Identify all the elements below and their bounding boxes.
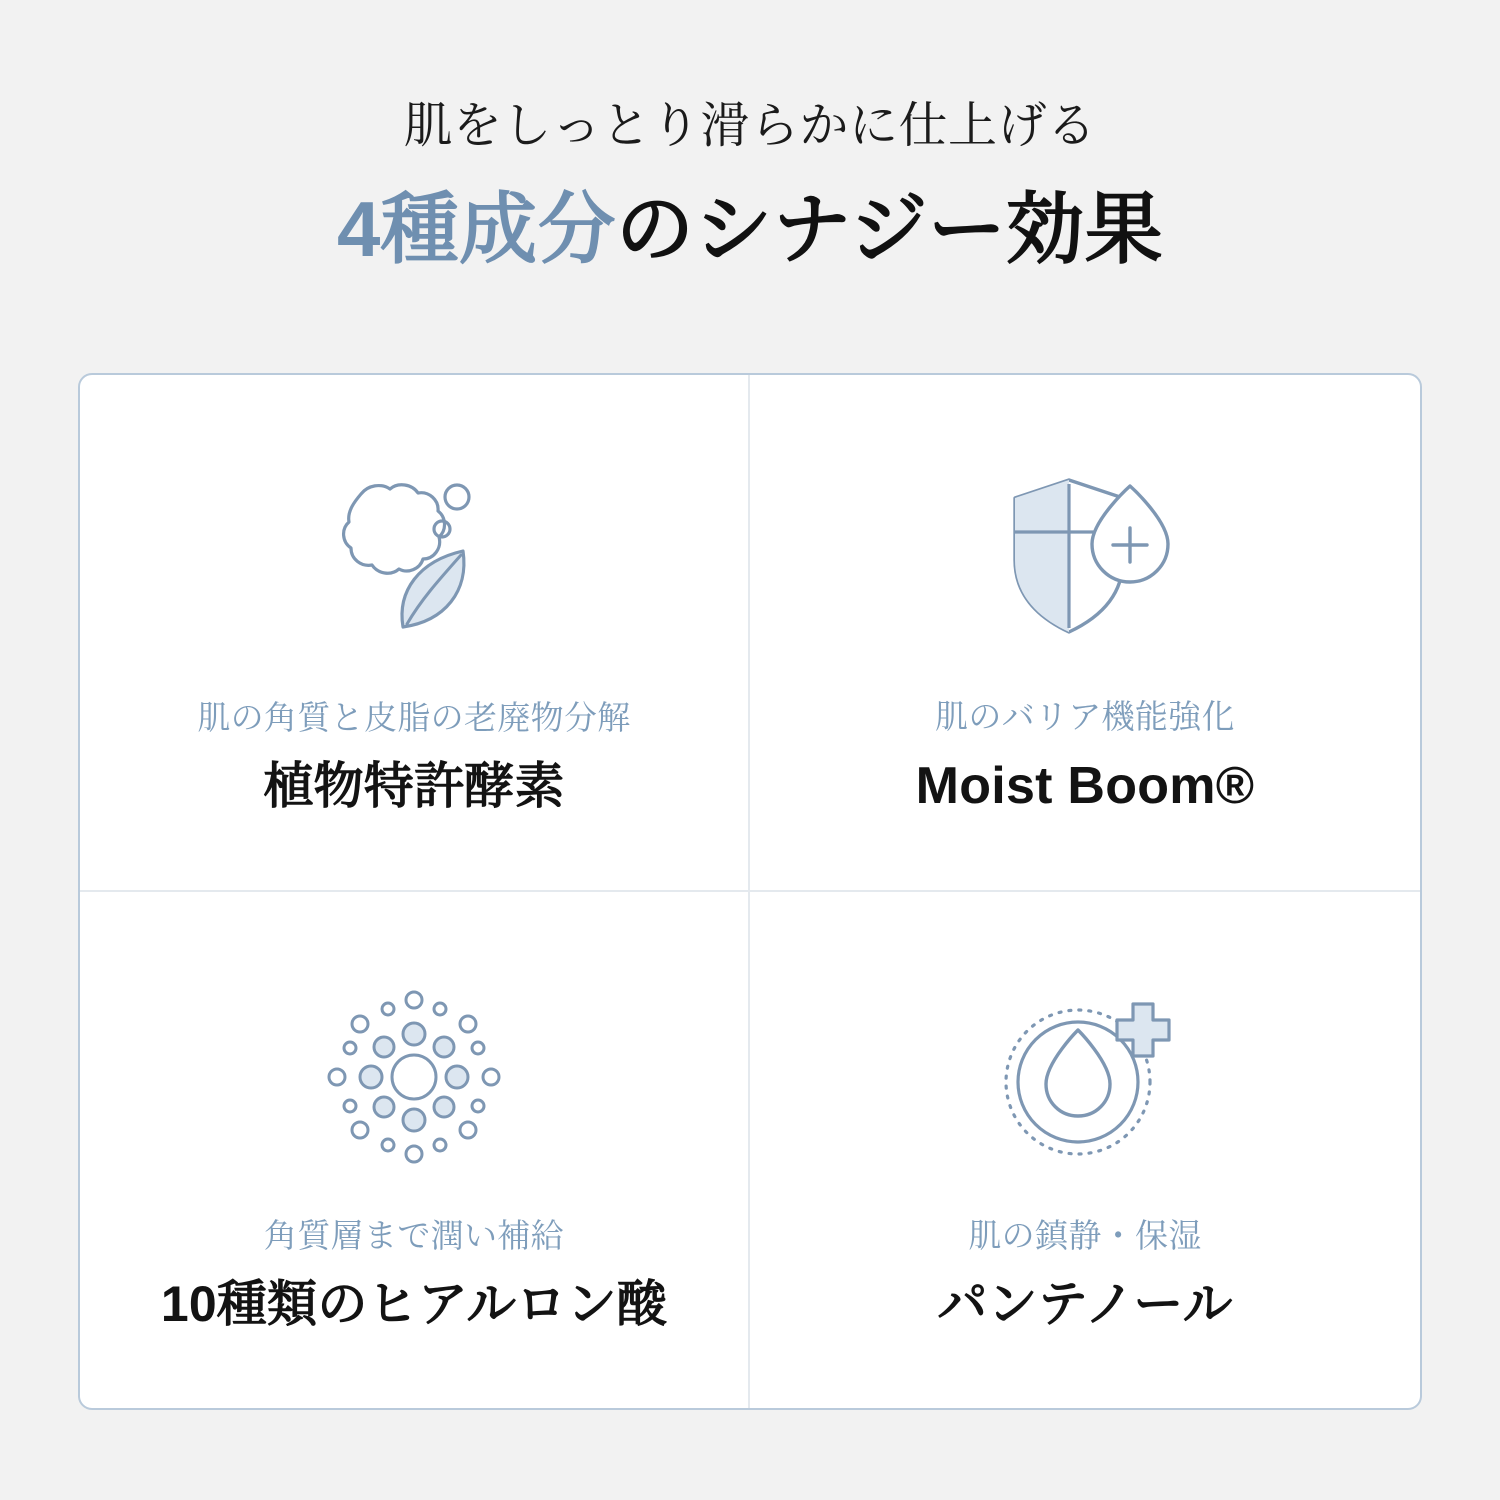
ingredient-subtitle: 肌のバリア機能強化 <box>935 698 1235 736</box>
ingredient-cell-4 <box>750 892 1420 1409</box>
ingredient-subtitle: 肌の鎮静・保湿 <box>968 1216 1202 1254</box>
ingredient-title: 10種類のヒアルロン酸 <box>160 1275 668 1332</box>
header <box>0 0 1500 275</box>
headline-accent: 4種成分 <box>336 185 616 274</box>
ingredient-subtitle: 肌の角質と皮脂の老廃物分解 <box>197 699 631 737</box>
droplet-plus-circle-icon <box>983 952 1188 1202</box>
ingredient-title: パンテノール <box>937 1275 1233 1332</box>
ingredient-cell-1 <box>80 375 750 892</box>
ingredient-title: 植物特許酵素 <box>263 758 565 815</box>
subheadline: 肌をしっとり滑らかに仕上げる <box>403 99 1097 153</box>
headline-rest: のシナジー効果 <box>615 185 1164 274</box>
shield-droplet-icon <box>985 433 1185 683</box>
enzyme-leaf-icon <box>299 434 529 684</box>
ingredients-card <box>78 373 1422 1410</box>
molecule-cluster-icon <box>314 952 514 1202</box>
ingredient-cell-3 <box>80 892 750 1409</box>
ingredient-cell-2 <box>750 375 1420 892</box>
page-title <box>0 183 1500 275</box>
ingredient-subtitle: 角質層まで潤い補給 <box>264 1216 564 1254</box>
ingredient-title: Moist Boom® <box>915 756 1255 815</box>
